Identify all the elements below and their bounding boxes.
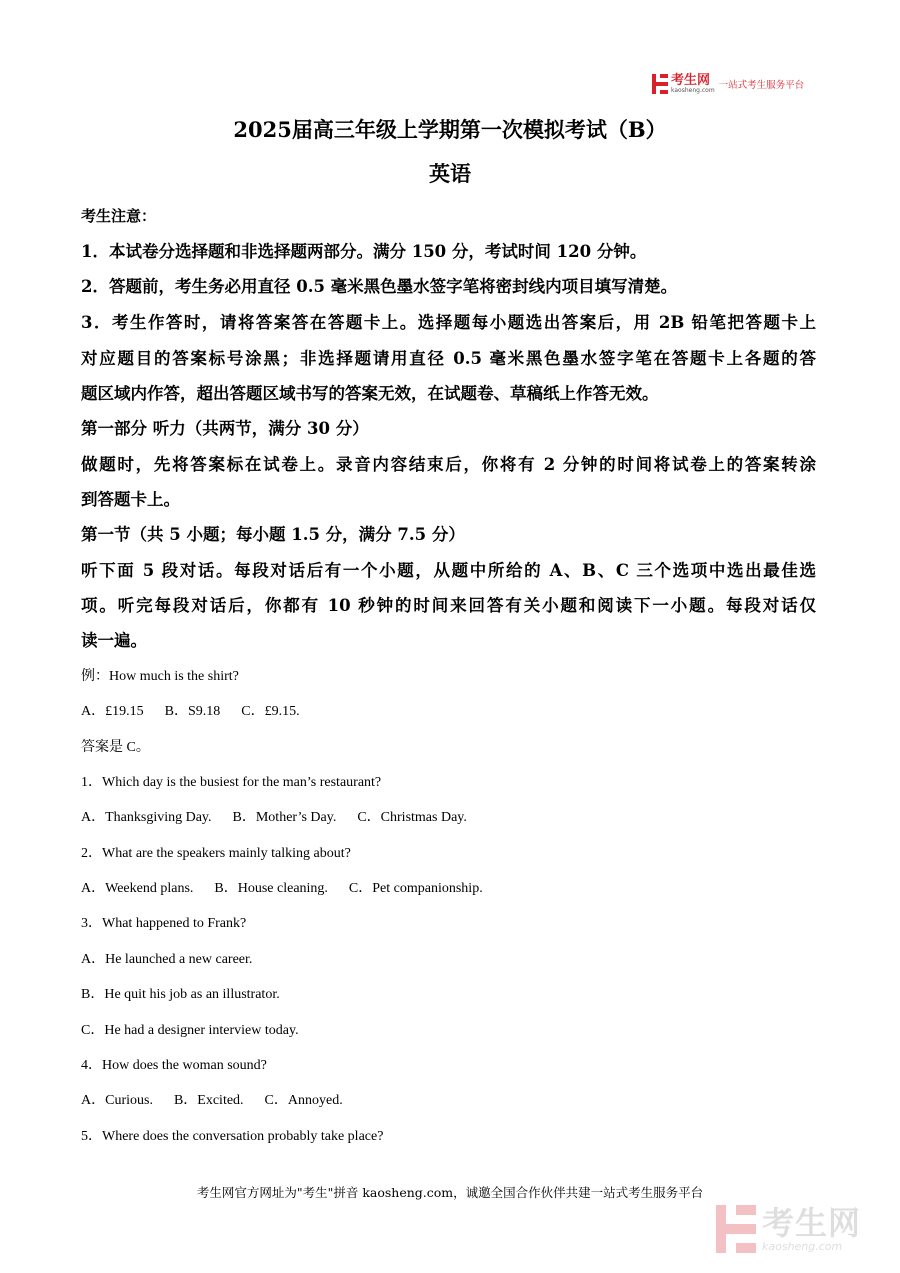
question-2: 2．What are the speakers mainly talking about? — [81, 846, 351, 861]
watermark-name: 考生网 — [762, 1203, 862, 1242]
subject-title: 英语 — [429, 161, 471, 186]
notice-item-2: 2．答题前，考生务必用直径 0.5 毫米黑色墨水签字笔将密封线内项目填写清楚。 — [81, 277, 678, 296]
notice-item-1: 1．本试卷分选择题和非选择题两部分。满分 150 分，考试时间 120 分钟。 — [81, 242, 647, 261]
example-question: 例：How much is the shirt? — [81, 669, 239, 684]
section1-instruction-line-2: 项。听完每段对话后，你都有 10 秒钟的时间来回答有关小题和阅读下一小题。每段对话仅 — [81, 596, 816, 615]
notice-item-3-line-1: 3．考生作答时，请将答案答在答题卡上。选择题每小题选出答案后，用 2B 铅笔把答题卡上 — [81, 313, 816, 332]
header-logo — [652, 72, 804, 96]
logo-tagline: 一站式考生服务平台 — [718, 80, 805, 91]
notice-heading: 考生注意： — [81, 207, 157, 225]
question-2-options: A．Weekend plans. B．House cleaning. C．Pet companionship. — [81, 881, 483, 896]
watermark — [716, 1205, 861, 1253]
notice-item-3-line-3: 题区域内作答，超出答题区域书写的答案无效，在试题卷、草稿纸上作答无效。 — [81, 384, 659, 403]
watermark-url: kaosheng.com — [762, 1239, 843, 1253]
part1-instruction-line-1: 做题时，先将答案标在试卷上。录音内容结束后，你将有 2 分钟的时间将试卷上的答案转涂 — [81, 455, 816, 474]
question-4-options: A．Curious. B．Excited. C．Annoyed. — [81, 1093, 343, 1108]
exam-title: 2025届高三年级上学期第一次模拟考试（B） — [233, 117, 667, 142]
question-1: 1．Which day is the busiest for the man’s restaurant? — [81, 775, 382, 790]
question-4: 4．How does the woman sound? — [81, 1058, 267, 1073]
question-5: 5．Where does the conversation probably take place? — [81, 1129, 384, 1144]
section1-instruction-line-3: 读一遍。 — [81, 631, 147, 650]
example-options: A．£19.15 B．S9.18 C．£9.15. — [81, 704, 300, 719]
part1-instruction-line-2: 到答题卡上。 — [81, 490, 180, 509]
part1-heading: 第一部分 听力（共两节，满分 30 分） — [81, 419, 369, 438]
example-answer: 答案是 C。 — [81, 740, 150, 755]
section1-heading: 第一节（共 5 小题；每小题 1.5 分，满分 7.5 分） — [81, 525, 465, 544]
logo-name: 考生网 — [671, 73, 711, 88]
page-footer: 考生网官方网址为"考生"拼音 kaosheng.com，诚邀全国合作伙伴共建一站式考生服务平台 — [196, 1185, 704, 1200]
question-3-option-c: C．He had a designer interview today. — [81, 1023, 299, 1038]
question-3: 3．What happened to Frank? — [81, 916, 247, 931]
question-1-options: A．Thanksgiving Day. B．Mother’s Day. C．Christmas Day. — [81, 810, 467, 825]
question-3-option-b: B．He quit his job as an illustrator. — [81, 987, 280, 1002]
question-3-option-a: A．He launched a new career. — [81, 952, 253, 967]
watermark-logo-icon — [716, 1205, 756, 1253]
notice-item-3-line-2: 对应题目的答案标号涂黑；非选择题请用直径 0.5 毫米黑色墨水签字笔在答题卡上各题的答 — [81, 349, 816, 368]
logo-url: kaosheng.com — [671, 87, 715, 94]
kaosheng-logo-icon — [652, 74, 668, 94]
section1-instruction-line-1: 听下面 5 段对话。每段对话后有一个小题，从题中所给的 A、B、C 三个选项中选出最佳选 — [81, 561, 816, 580]
